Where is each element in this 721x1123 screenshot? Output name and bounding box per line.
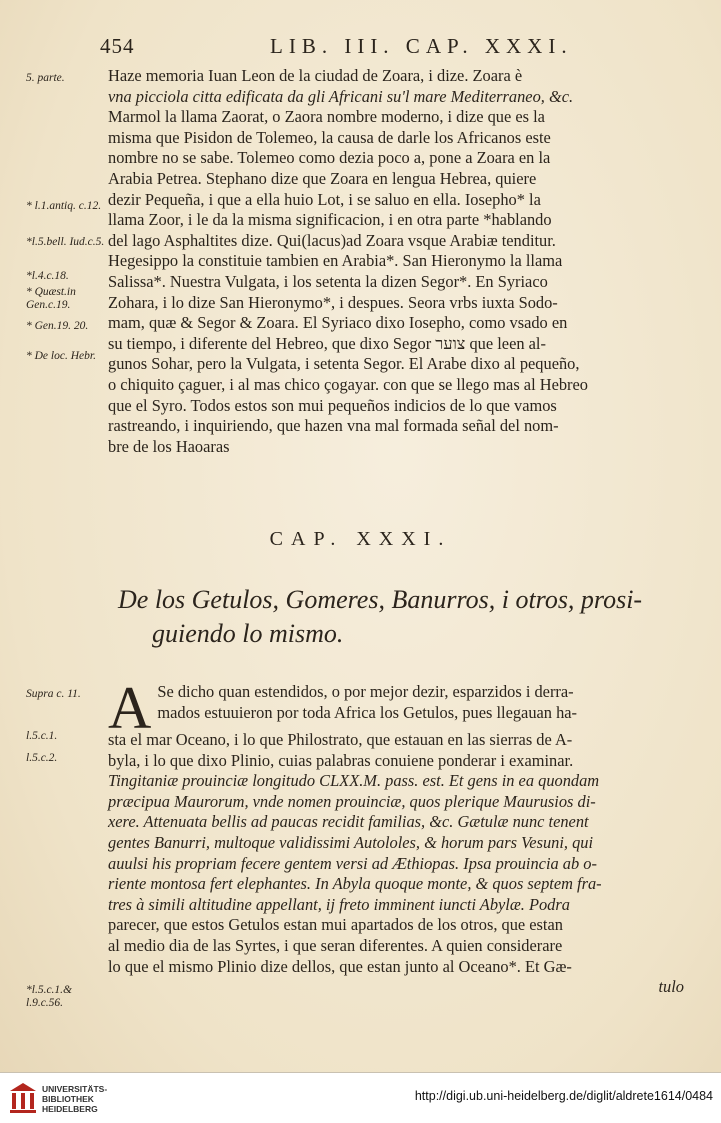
chapter-title-line: De los Getulos, Gomeres, Banurros, i otros, prosi- [118, 585, 643, 614]
chapter-title-line: guiendo lo mismo. [152, 619, 344, 648]
text-line: tres à simili altitudine appellant, ij freto imminent iuncti Abylæ. Podra [108, 894, 570, 914]
text-line: sta el mar Oceano, i lo que Philostrato, que estauan en las sierras de A- [108, 730, 573, 749]
text-line: præcipua Maurorum, vnde nomen prouinciæ, quos plerique Maurusios di- [108, 791, 596, 811]
library-logo-icon [8, 1081, 38, 1115]
logo-text-line: HEIDELBERG [42, 1104, 98, 1114]
margin-note: Supra c. 11. [26, 688, 81, 700]
text-line: llama Zoor, i le da la misma significacion, i en otra parte *hablando [108, 210, 552, 230]
body-paragraph-2 [108, 675, 684, 998]
logo-text-line: UNIVERSITÄTS- [42, 1084, 108, 1094]
permalink-url[interactable]: http://digi.ub.uni-heidelberg.de/diglit/aldrete1614/0484 [414, 1089, 713, 1103]
margin-note: l.5.c.1. [26, 730, 58, 742]
text-line: mam, quæ & Segor & Zoara. El Syriaco dixo Iosepho, como vsado en [108, 313, 568, 333]
text-line: Salissa*. Nuestra Vulgata, i los setenta la dizen Segor*. En Syriaco [108, 271, 548, 291]
margin-note: *l.5.c.1.& l.9.c.56. [26, 984, 72, 1009]
text-line: gentes Banurri, multoque validissimi Autololes, & horum pars Vesuni, qui [108, 832, 594, 852]
body-paragraph-1 [108, 66, 684, 457]
text-line: riente montosa fert elephantes. In Abyla quoque monte, & quos septem fra- [108, 874, 602, 894]
text-line: xere. Attenuata bellis ad paucas recidit familias, &c. Gætulæ nunc tenent [108, 812, 589, 832]
margin-note: * l.1.antiq. c.12. [26, 200, 102, 212]
text-line: o chiquito çaguer, i al mas chico çogayar. con que se llego mas al Hebreo [108, 374, 588, 394]
page-number: 454 [100, 34, 135, 58]
text-line: Tingitaniæ prouinciæ longitudo CLXX.M. pass. est. Et gens in ea quondam [108, 771, 600, 791]
text-line: vna picciola citta edificata da gli Africani su'l mare Mediterraneo, &c. [108, 86, 574, 106]
text-line: Hegesippo la constituie tambien en Arabia*. San Hieronymo la llama [108, 251, 563, 271]
running-head: LIB. III. CAP. XXXI. [270, 34, 573, 58]
logo-text-line: BIBLIOTHEK [42, 1094, 94, 1104]
text-line: que el Syro. Todos estos son mui pequeños indicios de lo que vamos [108, 395, 557, 415]
drop-cap: A [108, 675, 152, 741]
text-line: su tiempo, i diferente del Hebreo, que dixo Segor צוער que leen al- [108, 333, 546, 353]
text-line: al medio dia de las Syrtes, i que seran diferentes. A quien considerare [108, 935, 563, 955]
margin-note: 5. parte. [26, 72, 65, 84]
page-header [100, 34, 680, 62]
text-line: del lago Asphaltites dize. Qui(lacus)ad Zoara vsque Arabiæ tenditur. [108, 230, 556, 250]
chapter-heading: CAP. XXXI. [269, 528, 452, 550]
chapter-title [118, 583, 688, 651]
text-line: nombre no se sabe. Tolemeo como dezia poco a, pone a Zoara en la [108, 148, 551, 168]
text-line: byla, i lo que dixo Plinio, cuias palabras conuiene ponderar i examinar. [108, 750, 574, 770]
text-line: Haze memoria Iuan Leon de la ciudad de Zoara, i dize. Zoara è [108, 66, 523, 85]
text-line: mados estuuieron por toda Africa los Getulos, pues llegauan ha- [157, 702, 578, 722]
text-line: Marmol la llama Zaorat, o Zaora nombre moderno, i dize que es la [108, 107, 545, 127]
text-line: tulo [658, 977, 684, 997]
margin-note: l.5.c.2. [26, 752, 58, 764]
text-line: dezir Pequeña, i que a ella huio Lot, i se saluo en ella. Iosepho* la [108, 189, 541, 209]
margin-note: * De loc. Hebr. [26, 350, 96, 362]
text-line: misma que Pisidon de Tolemeo, la causa de darle los Africanos este [108, 127, 551, 147]
text-line: Se dicho quan estendidos, o por mejor dezir, esparzidos i derra- [157, 682, 574, 701]
text-line: gunos Sohar, pero la Vulgata, i setenta Segor. El Arabe dixo al pequeño, [108, 354, 580, 374]
text-line: parecer, que estos Getulos estan mui apartados de los otros, que estan [108, 915, 563, 935]
text-line: bre de los Haoaras [108, 436, 230, 456]
margin-note: * Quæst.in Gen.c.19. [26, 286, 76, 311]
text-line: rastreando, i inquiriendo, que hazen vna mal formada señal del nom- [108, 416, 559, 436]
margin-note: *l.4.c.18. [26, 270, 69, 282]
library-logo-text [42, 1084, 107, 1114]
text-line: auulsi his propriam fecere gentem versi ad Æthiopas. Ipsa prouincia ab o- [108, 853, 597, 873]
text-line: Arabia Petrea. Stephano dize que Zoara en lengua Hebrea, quiere [108, 168, 537, 188]
footer-bar [0, 1072, 721, 1123]
margin-note: *l.5.bell. Iud.c.5. [26, 236, 105, 248]
margin-note: * Gen.19. 20. [26, 320, 89, 332]
text-line: Zohara, i lo dize San Hieronymo*, i despues. Seora vrbs iuxta Sodo- [108, 292, 558, 312]
text-line: lo que el mismo Plinio dize dellos, que estan junto al Oceano*. Et Gæ- [108, 956, 572, 976]
